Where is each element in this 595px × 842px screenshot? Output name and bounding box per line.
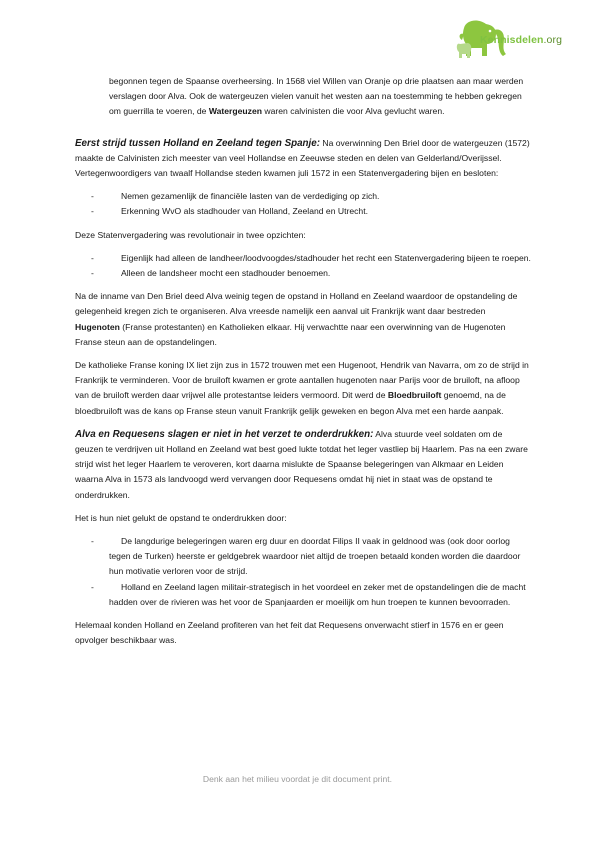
logo-wordmark: [480, 34, 562, 46]
list-item: - Nemen gezamenlijk de financiële lasten van de verdediging op zich.: [75, 189, 531, 204]
term-bloedbruiloft: Bloedbruiloft: [387, 390, 442, 401]
list-item: - Alleen de landsheer mocht een stadhouder benoemen.: [75, 266, 531, 281]
list-item: - Erkenning WvO als stadhouder van Holland, Zeeland en Utrecht.: [75, 204, 531, 219]
bullet-marker: -: [91, 252, 94, 263]
list-item: - Holland en Zeeland lagen militair-strategisch in het voordeel en zeker met de opstandelingen die de macht hadden over de rivieren was het voor de Spanjaarden er moeilijk om hun troepen te kunnen bevoorraden.: [75, 580, 531, 610]
opzichten-list: [75, 251, 531, 281]
bullet-marker: -: [91, 191, 94, 202]
bloedbruiloft-paragraph: De katholieke Franse koning IX liet zijn zus in 1572 trouwen met een Hugenoot, Hendrik van Navarra, om zo de strijd in Frankrijk te verminderen. Voor de bruiloft kwamen er grote aantallen hugenoten naar Parijs voor de bruiloft, na afloop van de bruiloft werden daar vrijwel alle protestantse leiders vermoord. Dit werd de Bloedbruiloft genoemd, na de bloedbruiloft was de kans op Franse steun vanuit Frankrijk gelijk geweken en begon Alva met een harde aanpak.: [75, 360, 529, 416]
logo-brand: Kennisdelen: [480, 34, 544, 46]
document-body: [75, 74, 531, 657]
list-item: - De langdurige belegeringen waren erg duur en doordat Filips II vaak in geldnood was (ook door oorlog tegen de Turken) heerste er geldgebrek waardoor niet altijd de troepen betaald konden worden die daardoor hun motivatie verloren voor de strijd.: [75, 534, 531, 580]
section-heading-alva: Alva en Requesens slagen er niet in het verzet te onderdrukken:: [75, 428, 374, 440]
revolutionair-paragraph: Deze Statenvergadering was revolutionair in twee opzichten:: [75, 229, 306, 240]
section-alva-paragraph: Alva en Requesens slagen er niet in het verzet te onderdrukken: Alva stuurde veel soldaten om de geuzen te verdrijven uit Holland en Zeeland wat best goed lukte totdat het leger vastliep bij Haarlem. Pas na een zware strijd wist het leger Haarlem te veroveren, kort daarna mislukte de Spaanse belegeringen van Alkmaar en Leiden waarna Alva in 1573 als landvoogd werd vervangen door Requesens omdat hij niet in staat was de opstand te onderdrukken.: [75, 428, 528, 500]
kennisdelen-logo[interactable]: [456, 14, 586, 60]
logo-tld: .org: [543, 34, 563, 46]
footer-note: Denk aan het milieu voordat je dit document print.: [202, 774, 393, 784]
bullet-marker: -: [91, 581, 94, 592]
term-watergeuzen: Watergeuzen: [208, 106, 263, 117]
bullet-marker: -: [91, 268, 94, 279]
section-heading-strijd: Eerst strijd tussen Holland en Zeeland tegen Spanje:: [75, 137, 320, 149]
term-hugenoten: Hugenoten: [75, 321, 120, 332]
bullet-marker: -: [91, 206, 94, 217]
redenen-list: [75, 534, 531, 610]
requesens-paragraph: Helemaal konden Holland en Zeeland profiteren van het feit dat Requesens onverwacht stierf in 1576 en er geen opvolger beschikbaar was.: [75, 620, 504, 646]
besluiten-list: [75, 189, 531, 219]
niet-gelukt-paragraph: Het is hun niet gelukt de opstand te onderdrukken door:: [75, 512, 287, 523]
section-strijd-paragraph: Eerst strijd tussen Holland en Zeeland tegen Spanje: Na overwinning Den Briel door de watergeuzen (1572) maakte de Calvinisten zich meester van veel Hollandse en Zeeuwse steden en delen van Gelderland/Overijssel. Vertegenwoordigers van twaalf Hollandse steden kwamen juli 1572 in een Statenvergadering bijen en besloten:: [75, 137, 530, 179]
intro-paragraph: begonnen tegen de Spaanse overheersing. In 1568 viel Willen van Oranje op drie plaatsen aan maar werden verslagen door Alva. Ook de watergeuzen vielen vanuit het westen aan na toestemming te hebben gekregen om guerrilla te voeren, de Watergeuzen waren calvinisten die voor Alva gevlucht waren.: [109, 76, 524, 117]
bullet-marker: -: [91, 536, 94, 547]
hugenoten-paragraph: Na de inname van Den Briel deed Alva weinig tegen de opstand in Holland en Zeeland waardoor de opstandeling de gelegenheid kregen zich te organiseren. Alva vreesde namelijk een aanval uit Frankrijk want daar bestreden Hugenoten (Franse protestanten) en Katholieken elkaar. Hij verwachtte naar een overwinning van de Hugenoten Franse steun aan de opstandelingen.: [75, 291, 518, 347]
list-item: - Eigenlijk had alleen de landheer/loodvoogdes/stadhouder het recht een Statenvergadering bijeen te roepen.: [75, 251, 531, 266]
